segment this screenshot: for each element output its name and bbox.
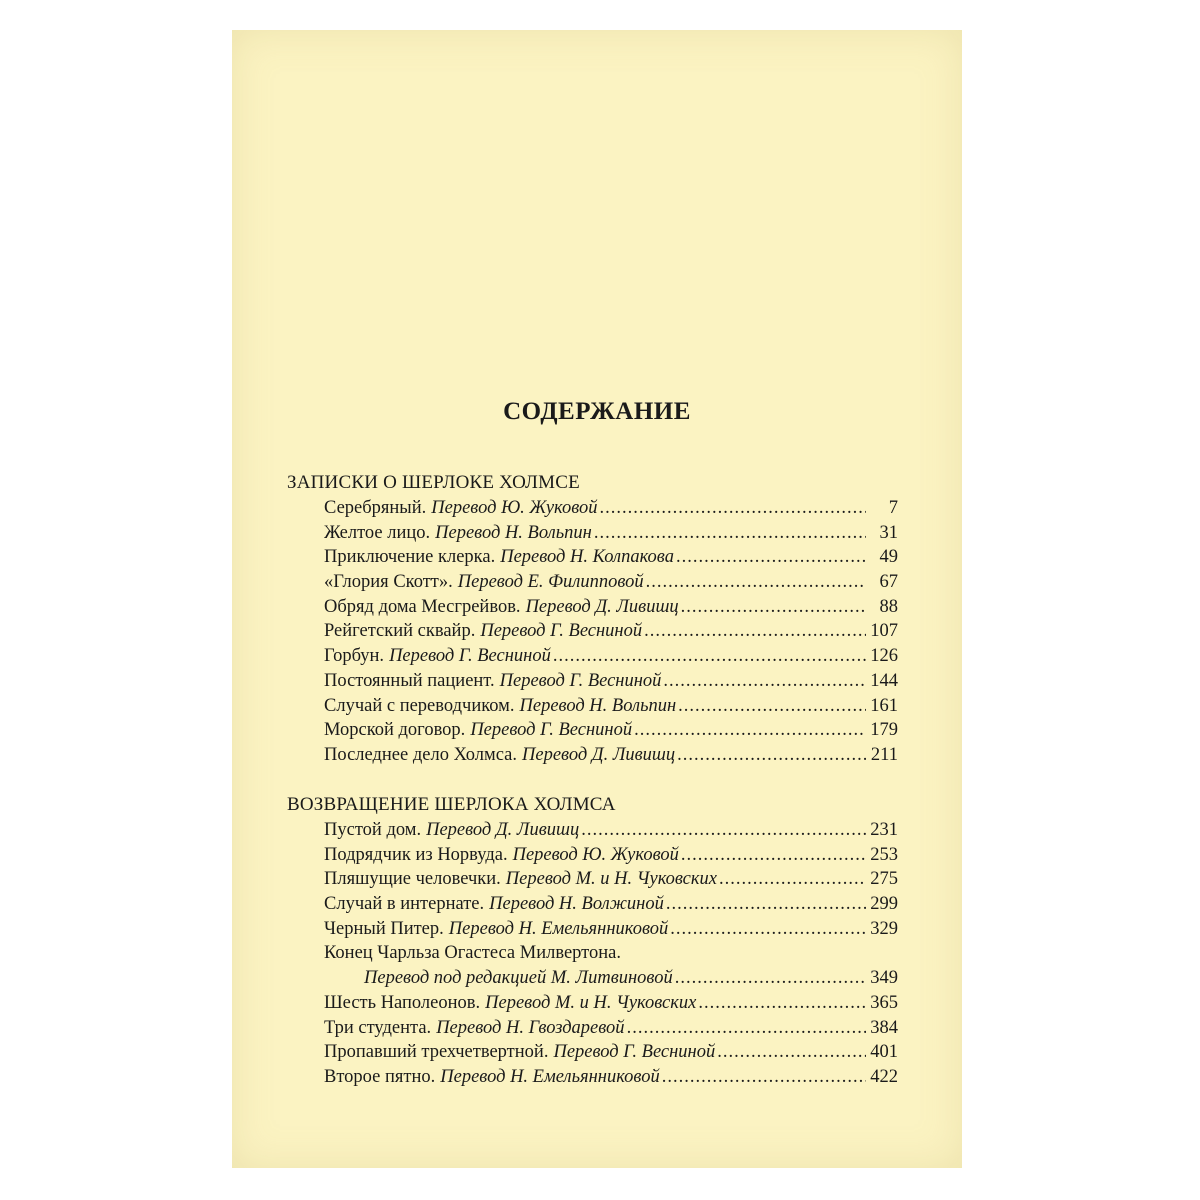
toc-entry <box>324 745 898 770</box>
translator: Перевод Г. Весниной <box>470 720 633 741</box>
story-title: Случай с переводчиком. <box>324 695 515 716</box>
dot-leader <box>600 498 866 519</box>
dot-leader <box>670 919 866 940</box>
page-number: 31 <box>879 522 898 543</box>
page-number: 211 <box>870 744 898 765</box>
story-title: Пляшущие человечки. <box>324 869 501 890</box>
toc-entry <box>324 894 898 919</box>
story-title: Морской договор. <box>324 720 466 741</box>
toc-entry <box>324 523 898 548</box>
story-title: Горбун. <box>324 646 385 667</box>
page-number: 179 <box>870 720 898 741</box>
page-number: 144 <box>870 670 898 691</box>
translator: Перевод Е. Филипповой <box>457 572 644 593</box>
dot-leader <box>717 1042 866 1063</box>
section-title: ЗАПИСКИ О ШЕРЛОКЕ ХОЛМСЕ <box>287 472 580 493</box>
page-number: 49 <box>879 547 898 568</box>
story-title: Желтое лицо. <box>324 522 431 543</box>
page-number: 299 <box>870 894 898 915</box>
page-number: 275 <box>870 869 898 890</box>
toc-entry <box>324 646 898 671</box>
dot-leader <box>646 572 866 593</box>
dot-leader <box>581 820 866 841</box>
translator: Перевод Н. Гвоздаревой <box>436 1017 625 1038</box>
page-number: 401 <box>870 1042 898 1063</box>
translator: Перевод М. и Н. Чуковских <box>505 869 718 890</box>
story-title: Пропавший трехчетвертной. <box>324 1042 549 1063</box>
page-number: 88 <box>879 596 898 617</box>
story-title: «Глория Скотт». <box>324 572 453 593</box>
dot-leader <box>681 845 866 866</box>
translator: Перевод Н. Вольпин <box>435 522 592 543</box>
story-title: Серебряный. <box>324 498 427 518</box>
page-number: 107 <box>870 621 898 642</box>
toc-entry <box>324 597 898 622</box>
dot-leader <box>675 968 866 989</box>
translator: Перевод Н. Емельянниковой <box>440 1066 660 1087</box>
toc-entry <box>324 943 898 968</box>
toc-entry <box>324 1042 898 1067</box>
dot-leader <box>719 869 866 890</box>
translator: Перевод Ю. Жуковой <box>512 844 679 865</box>
toc-entry <box>324 869 898 894</box>
translator: Перевод Д. Ливишц <box>426 820 580 840</box>
translator: Перевод Д. Ливишц <box>522 744 676 765</box>
translator: Перевод Г. Весниной <box>499 670 662 691</box>
dot-leader <box>677 745 866 766</box>
toc-entry <box>324 1067 898 1092</box>
page-number: 349 <box>870 968 898 989</box>
toc-entry <box>324 547 898 572</box>
story-title: Шесть Наполеонов. <box>324 992 481 1013</box>
toc-entry <box>324 1018 898 1043</box>
story-title: Приключение клерка. <box>324 547 496 568</box>
translator: Перевод Н. Емельянниковой <box>448 918 669 939</box>
story-title: Второе пятно. <box>324 1066 436 1087</box>
dot-leader <box>644 621 866 642</box>
dot-leader <box>627 1018 866 1039</box>
toc-entry <box>324 820 898 845</box>
toc-entry <box>324 968 898 993</box>
translator: Перевод под редакцией М. Литвиновой <box>364 968 673 989</box>
dot-leader <box>553 646 866 667</box>
translator: Перевод М. и Н. Чуковских <box>485 992 697 1013</box>
toc-entry <box>324 696 898 721</box>
dot-leader <box>663 671 866 692</box>
story-title: Последнее дело Холмса. <box>324 744 517 765</box>
dot-leader <box>634 720 866 741</box>
page-number: 384 <box>870 1017 898 1038</box>
translator: Перевод Г. Весниной <box>480 621 643 642</box>
page-number: 67 <box>879 572 898 593</box>
page-title: СОДЕРЖАНИЕ <box>503 398 691 425</box>
story-title: Подрядчик из Норвуда. <box>324 844 508 865</box>
dot-leader <box>666 894 866 915</box>
dot-leader <box>698 993 866 1014</box>
story-title: Обряд дома Месгрейвов. <box>324 596 521 617</box>
toc-entry <box>324 621 898 646</box>
translator: Перевод Г. Весниной <box>389 646 551 667</box>
story-title: Три студента. <box>324 1017 432 1038</box>
toc-entry <box>324 845 898 870</box>
translator: Перевод Ю. Жуковой <box>431 498 598 518</box>
toc-entry <box>324 720 898 745</box>
dot-leader <box>678 696 866 717</box>
dot-leader <box>662 1067 866 1088</box>
translator: Перевод Н. Колпакова <box>500 547 674 568</box>
toc-entry <box>324 993 898 1018</box>
section-title: ВОЗВРАЩЕНИЕ ШЕРЛОКА ХОЛМСА <box>287 794 616 815</box>
book-page <box>232 30 962 1168</box>
page-number: 7 <box>888 498 898 518</box>
story-title: Конец Чарльза Огастеса Милвертона. <box>324 943 622 964</box>
page-number: 161 <box>870 695 898 716</box>
translator: Перевод Д. Ливишц <box>525 596 679 617</box>
translator: Перевод Г. Весниной <box>553 1042 716 1063</box>
dot-leader <box>681 597 866 618</box>
story-title: Случай в интернате. <box>324 894 485 915</box>
page-number: 231 <box>870 820 898 840</box>
dot-leader <box>594 523 866 544</box>
toc-list <box>324 820 898 1092</box>
page-number: 422 <box>870 1066 898 1087</box>
page-number: 329 <box>870 918 898 939</box>
story-title: Пустой дом. <box>324 820 422 840</box>
toc-entry <box>324 572 898 597</box>
dot-leader <box>676 547 866 568</box>
page-number: 365 <box>870 992 898 1013</box>
page-number: 253 <box>870 844 898 865</box>
toc-entry <box>324 671 898 696</box>
translator: Перевод Н. Волжиной <box>489 894 664 915</box>
story-title: Черный Питер. <box>324 918 444 939</box>
story-title: Рейгетский сквайр. <box>324 621 476 642</box>
toc-entry <box>324 498 898 523</box>
toc-entry <box>324 919 898 944</box>
translator: Перевод Н. Вольпин <box>519 695 677 716</box>
page-number: 126 <box>870 646 898 667</box>
toc-list <box>324 498 898 770</box>
story-title: Постоянный пациент. <box>324 670 495 691</box>
